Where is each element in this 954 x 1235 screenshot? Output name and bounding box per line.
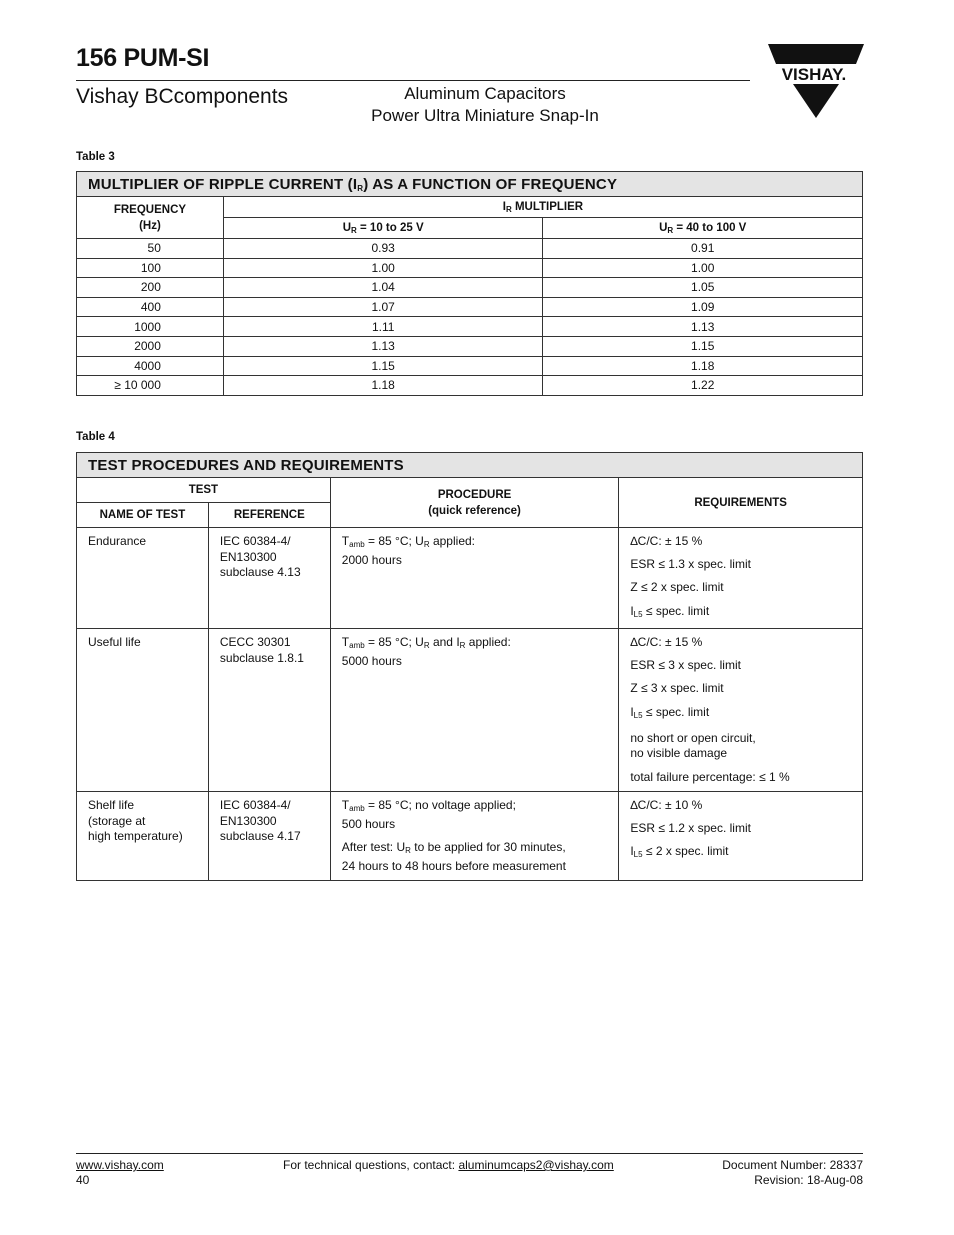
multiplier-cell: 1.11 xyxy=(223,317,543,337)
name-of-test-header: NAME OF TEST xyxy=(77,503,209,528)
frequency-cell: 50 xyxy=(77,239,224,259)
document-number: Document Number: 28337 xyxy=(722,1158,863,1172)
procedure-cell: $T_{amb} = 85$ °C; $U_R$ applied: 2000 hours xyxy=(330,528,619,629)
multiplier-cell: 1.13 xyxy=(223,336,543,356)
reference-cell: IEC 60384-4/ EN130300 subclause 4.13 xyxy=(208,528,330,629)
frequency-cell: 2000 xyxy=(77,336,224,356)
frequency-column-header: FREQUENCY (Hz) xyxy=(77,197,224,239)
test-name-cell: Endurance xyxy=(77,528,209,629)
voltage-40-100-header: $U_R = 40$ to 100 V xyxy=(543,218,863,239)
table-4-title: TEST PROCEDURES AND REQUIREMENTS xyxy=(77,453,863,478)
table-row xyxy=(77,376,863,396)
revision-date: Revision: 18-Aug-08 xyxy=(754,1173,863,1187)
table-row xyxy=(77,629,863,792)
table-row xyxy=(77,278,863,298)
multiplier-cell: 1.00 xyxy=(543,258,863,278)
vishay-logo xyxy=(766,42,866,122)
company-name: Vishay BCcomponents xyxy=(76,85,289,108)
frequency-cell: 200 xyxy=(77,278,224,298)
table-row xyxy=(77,792,863,881)
multiplier-cell: 1.13 xyxy=(543,317,863,337)
table-row xyxy=(77,239,863,259)
procedure-cell: $T_{amb} = 85$ °C; no voltage applied; 500 hours After test: $U_R$ to be applied for 30 minutes, 24 hours to 48 hours before measurement xyxy=(330,792,619,881)
multiplier-cell: 1.00 xyxy=(223,258,543,278)
frequency-cell: 400 xyxy=(77,297,224,317)
multiplier-cell: 1.09 xyxy=(543,297,863,317)
table-row xyxy=(77,336,863,356)
table-row xyxy=(77,297,863,317)
reference-cell: CECC 30301 subclause 1.8.1 xyxy=(208,629,330,792)
multiplier-cell: 1.15 xyxy=(223,356,543,376)
footer-left xyxy=(76,1158,164,1188)
reference-cell: IEC 60384-4/ EN130300 subclause 4.17 xyxy=(208,792,330,881)
table-row xyxy=(77,317,863,337)
website-link[interactable]: www.vishay.com xyxy=(76,1158,164,1172)
footer-rule xyxy=(76,1153,863,1154)
procedure-column-header: PROCEDURE (quick reference) xyxy=(330,478,619,528)
footer-right xyxy=(722,1158,863,1188)
table-4-caption: Table 4 xyxy=(76,431,115,443)
contact-email-link[interactable]: aluminumcaps2@vishay.com xyxy=(458,1158,614,1172)
requirements-column-header: REQUIREMENTS xyxy=(619,478,863,528)
multiplier-cell: 1.05 xyxy=(543,278,863,298)
page-number: 40 xyxy=(76,1173,90,1187)
test-procedures-table xyxy=(76,452,863,881)
table-row xyxy=(77,356,863,376)
table-3-caption: Table 3 xyxy=(76,151,115,163)
multiplier-cell: 1.07 xyxy=(223,297,543,317)
requirements-cell: ∆C/C: ± 15 % ESR ≤ 3 x spec. limit Z ≤ 3 x spec. limit $I_{L5}$ ≤ spec. limit no short or open circuit, no visible damage total failure percentage: ≤ 1 % xyxy=(619,629,863,792)
document-subtitle-line1: Aluminum Capacitors xyxy=(404,84,566,103)
document-subtitle-line2: Power Ultra Miniature Snap-In xyxy=(371,106,599,125)
product-title: 156 PUM-SI xyxy=(76,44,210,72)
voltage-10-25-header: $U_R = 10$ to 25 V xyxy=(223,218,543,239)
multiplier-cell: 1.15 xyxy=(543,336,863,356)
frequency-cell: 100 xyxy=(77,258,224,278)
requirements-cell: ∆C/C: ± 10 % ESR ≤ 1.2 x spec. limit $I_{L5} \le 2$ x spec. limit xyxy=(619,792,863,881)
multiplier-column-header: $I_R$ MULTIPLIER xyxy=(223,197,862,218)
multiplier-cell: 1.22 xyxy=(543,376,863,396)
test-column-header: TEST xyxy=(77,478,331,503)
header-rule xyxy=(76,80,750,81)
table-row xyxy=(77,528,863,629)
multiplier-cell: 1.18 xyxy=(543,356,863,376)
multiplier-cell: 1.18 xyxy=(223,376,543,396)
multiplier-cell: 0.93 xyxy=(223,239,543,259)
table-row xyxy=(77,258,863,278)
frequency-cell: 1000 xyxy=(77,317,224,337)
table-3-title: MULTIPLIER OF RIPPLE CURRENT $(I_R)$ AS A FUNCTION OF FREQUENCY xyxy=(77,172,863,197)
procedure-cell: $T_{amb} = 85$ °C; $U_R$ and $I_R$ applied: 5000 hours xyxy=(330,629,619,792)
requirements-cell: ∆C/C: ± 15 % ESR ≤ 1.3 x spec. limit Z ≤ 2 x spec. limit $I_{L5}$ ≤ spec. limit xyxy=(619,528,863,629)
test-name-cell: Shelf life (storage at high temperature) xyxy=(77,792,209,881)
footer-contact: For technical questions, contact: aluminumcaps2@vishay.com xyxy=(283,1158,614,1172)
frequency-cell: ≥ 10 000 xyxy=(77,376,224,396)
logo-text: VISHAY. xyxy=(781,65,847,84)
reference-header: REFERENCE xyxy=(208,503,330,528)
test-name-cell: Useful life xyxy=(77,629,209,792)
multiplier-cell: 0.91 xyxy=(543,239,863,259)
ripple-current-multiplier-table xyxy=(76,171,863,396)
multiplier-cell: 1.04 xyxy=(223,278,543,298)
frequency-cell: 4000 xyxy=(77,356,224,376)
